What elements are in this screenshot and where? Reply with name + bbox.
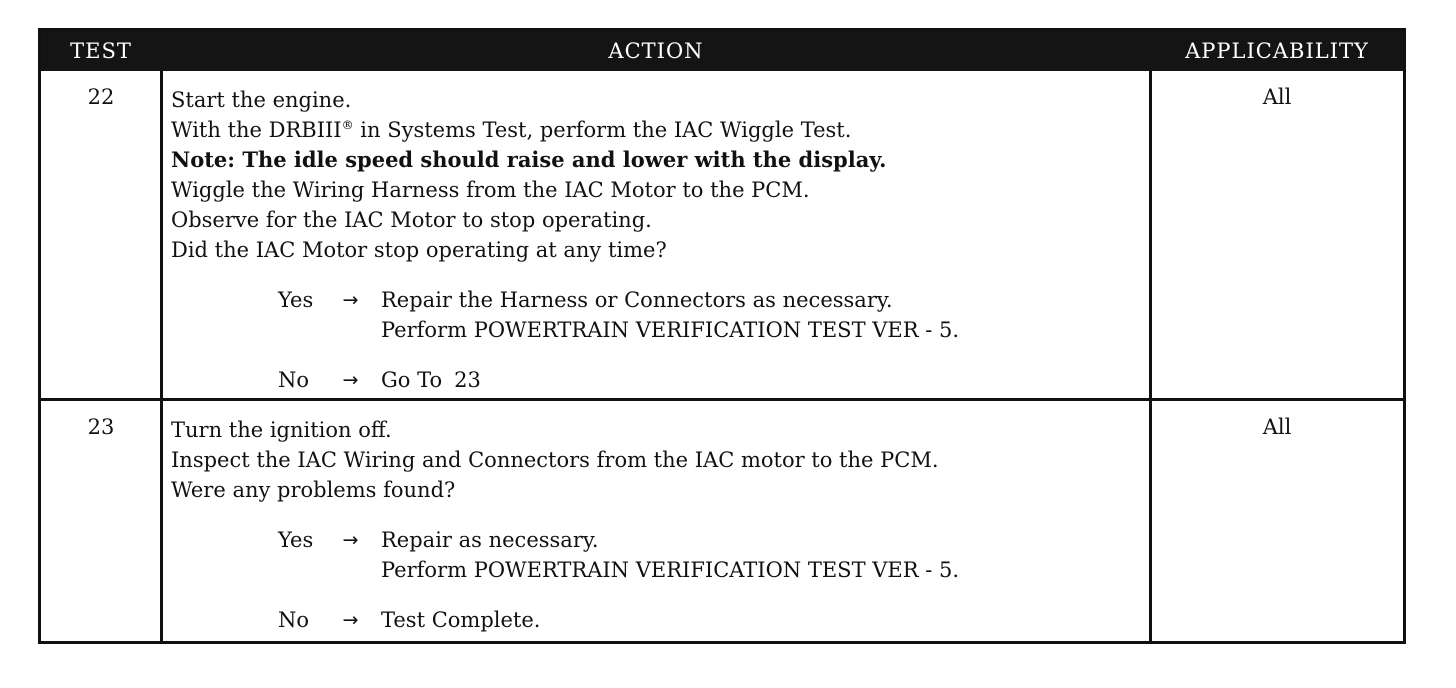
table-row [41,71,1403,401]
outcome-line: Repair the Harness or Connectors as necessary. [381,288,893,312]
outcome-yes [171,525,1141,585]
applicability-value: All [1262,85,1292,109]
outcome-yes [171,285,1141,345]
header-test: TEST [70,39,132,63]
diagnostic-test-table [38,28,1406,644]
action-step: Wiggle the Wiring Harness from the IAC Motor to the PCM. [171,178,810,202]
outcome-label: No [278,608,310,632]
outcome-label: Yes [278,288,314,312]
outcomes [171,285,1141,395]
registered-mark: ® [341,118,354,132]
outcome-line: Perform POWERTRAIN VERIFICATION TEST VER - 5. [381,558,960,582]
outcome-text [373,365,481,395]
outcome-line: Test Complete. [381,608,541,632]
outcome-no [171,365,1141,395]
action-cell [171,415,1141,635]
arrow-right-icon: → [342,529,359,551]
test-number: 23 [87,415,115,439]
action-step: Start the engine. [171,88,352,112]
action-step: Observe for the IAC Motor to stop operating. [171,208,652,232]
arrow-right-icon: → [342,609,359,631]
action-note: Note: The idle speed should raise and lower with the display. [171,147,887,172]
action-step: Turn the ignition off. [171,418,392,442]
outcome-line: Repair as necessary. [381,528,599,552]
action-question: Were any problems found? [171,478,456,502]
header-applicability: APPLICABILITY [1185,39,1369,63]
outcome-text [373,525,959,585]
outcome-text [373,605,540,635]
arrow-right-icon: → [342,289,359,311]
outcome-label: No [278,368,310,392]
action-step-part: With the DRBIII [171,118,342,142]
applicability-value: All [1262,415,1292,439]
outcome-no [171,605,1141,635]
header-action: ACTION [608,39,704,63]
outcome-line: Perform POWERTRAIN VERIFICATION TEST VER - 5. [381,318,960,342]
action-step [171,115,1141,145]
action-question: Did the IAC Motor stop operating at any time? [171,238,667,262]
outcome-line: Go To [381,368,443,392]
arrow-right-icon: → [342,369,359,391]
goto-test-number: 23 [454,368,481,392]
outcomes [171,525,1141,635]
action-step: Inspect the IAC Wiring and Connectors from the IAC motor to the PCM. [171,448,939,472]
action-step-part: in Systems Test, perform the IAC Wiggle Test. [353,118,852,142]
test-number: 22 [87,85,115,109]
outcome-text [373,285,959,345]
table-row [41,401,1403,641]
table-header [41,31,1403,71]
action-cell [171,85,1141,395]
outcome-label: Yes [278,528,314,552]
